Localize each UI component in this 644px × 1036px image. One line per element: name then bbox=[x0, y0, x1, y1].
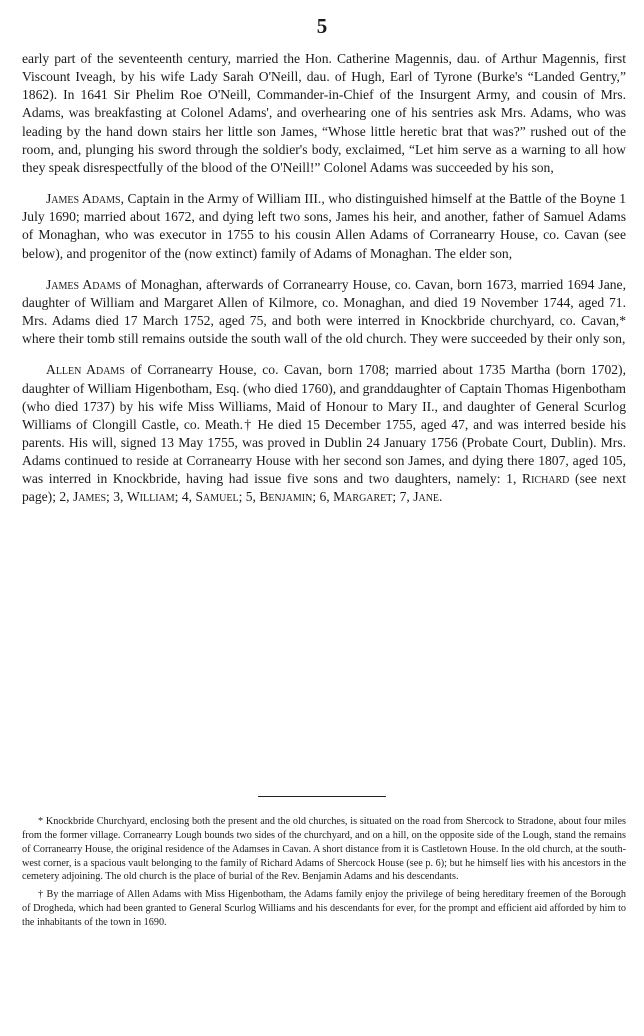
child-separator: ; 7, bbox=[392, 489, 414, 505]
footnote-2: † By the marriage of Allen Adams with Miss Higenbotham, the Adams family enjoy the privilege of being hereditary freemen of the Borough of Drogheda, which had been granted to General Scurlog Williams and his descendants for ever, for the prompt and efficient aid afforded by him to the inhabitants of the town in 1690. bbox=[22, 889, 626, 928]
person-name: James Adams bbox=[46, 276, 122, 292]
child-name: Benjamin bbox=[259, 489, 313, 505]
person-name: Allen Adams bbox=[46, 362, 125, 378]
child-separator: ; 4, bbox=[174, 489, 196, 505]
child-separator: ; 5, bbox=[238, 489, 260, 505]
child-separator: ; 6, bbox=[312, 489, 334, 505]
paragraph-text: of Monaghan, afterwards of Corranearry House, co. Cavan, born 1673, married 1694 Jane, daughter of William and Margaret Allen of Kilmore, co. Monaghan, and died 19 November 1744, aged 71. Mrs. Adams died 17 March 1752, aged 75, and both were interred in Knockbride churchyard, co. Cavan,* where their tomb still remains outside the south wall of the old church. They were succeeded by their only son, bbox=[22, 276, 626, 347]
paragraph-3 bbox=[22, 276, 626, 349]
child-name: James bbox=[72, 489, 107, 505]
child-name: Richard bbox=[522, 471, 570, 487]
person-name: James Adams bbox=[46, 191, 121, 207]
paragraph-2 bbox=[22, 190, 626, 263]
main-text bbox=[22, 50, 626, 520]
paragraph-text: , Captain in the Army of William III., who distinguished himself at the Battle of the Boyne 1 July 1690; married about 1672, and dying left two sons, James his heir, and another, father of Samuel Adams of Monaghan, who was executor in 1755 to his cousin Allen Adams of Corranearry House, co. Cavan (see below), and progenitor of the (now extinct) family of Adams of Monaghan. The elder son, bbox=[22, 191, 627, 261]
child-separator: ; 3, bbox=[106, 489, 127, 505]
child-name: Jane bbox=[413, 489, 440, 505]
footnotes bbox=[22, 815, 626, 934]
paragraph-1: early part of the seventeenth century, married the Hon. Catherine Magennis, dau. of Arthur Magennis, first Viscount Iveagh, by his wife Lady Sarah O'Neill, dau. of Hugh, Earl of Tyrone (Burke's “Landed Gentry,” 1862). In 1641 Sir Phelim Roe O'Neill, Commander-in-Chief of the Insurgent Army, and cousin of Mrs. Adams, was breakfasting at Colonel Adams', and overhearing one of his sentries ask Mrs. Adams, who was leading by the hand down stairs her little son James, “Whose little heretic brat that was?” rushed out of the room, and, plunging his sword through the soldier's body, exclaimed, “Let him serve as a warning to all how they speak disrespectfully of the blood of the O'Neill!” Colonel Adams was succeeded by his son, bbox=[22, 51, 626, 175]
page-number: 5 bbox=[316, 14, 328, 38]
child-name: William bbox=[126, 489, 175, 505]
child-separator: . bbox=[439, 489, 443, 505]
paragraph-4 bbox=[22, 361, 626, 506]
paragraph-text: of Corranearry House, co. Cavan, born 1708; married about 1735 Martha (born 1702), daughter of William Higenbotham, Esq. (who died 1760), and granddaughter of Captain Thomas Higenbotham (who died 1737) by his wife Miss Williams, Maid of Honour to Mary II., and daughter of General Scurlog Williams of Clongill Castle, co. Meath.† He died 15 December 1755, aged 47, and was interred beside his parents. His will, signed 13 May 1755, was proved in Dublin 24 January 1756 (Probate Court, Dublin). Mrs. Adams continued to reside at Corranearry House with her second son James, and dying there 1807, aged 105, was interred in Knockbride, having had issue five sons and two daughters, namely: 1, bbox=[22, 362, 626, 487]
footnote-1: * Knockbride Churchyard, enclosing both the present and the old churches, is situated on the road from Shercock to Stradone, about four miles from the former village. Corranearry Lough bounds two sides of the churchyard, and on a hill, on the opposite side of the Lough, stand the remains of Corranearry House, the original residence of the Adamses in Cavan. A short distance from it is Castletown House. In the old church, at the south-west corner, is a spacious vault belonging to the family of Richard Adams of Shercock House (see p. 6); but he himself lies with his ancestors in the cemetery adjoining. The old church is the place of burial of the Rev. Benjamin Adams and his descendants. bbox=[22, 816, 626, 883]
child-name: Samuel bbox=[195, 489, 239, 505]
child-separator: (see next page); 2, bbox=[22, 471, 626, 505]
child-name: Margaret bbox=[333, 489, 393, 505]
footnote-separator bbox=[258, 796, 386, 797]
